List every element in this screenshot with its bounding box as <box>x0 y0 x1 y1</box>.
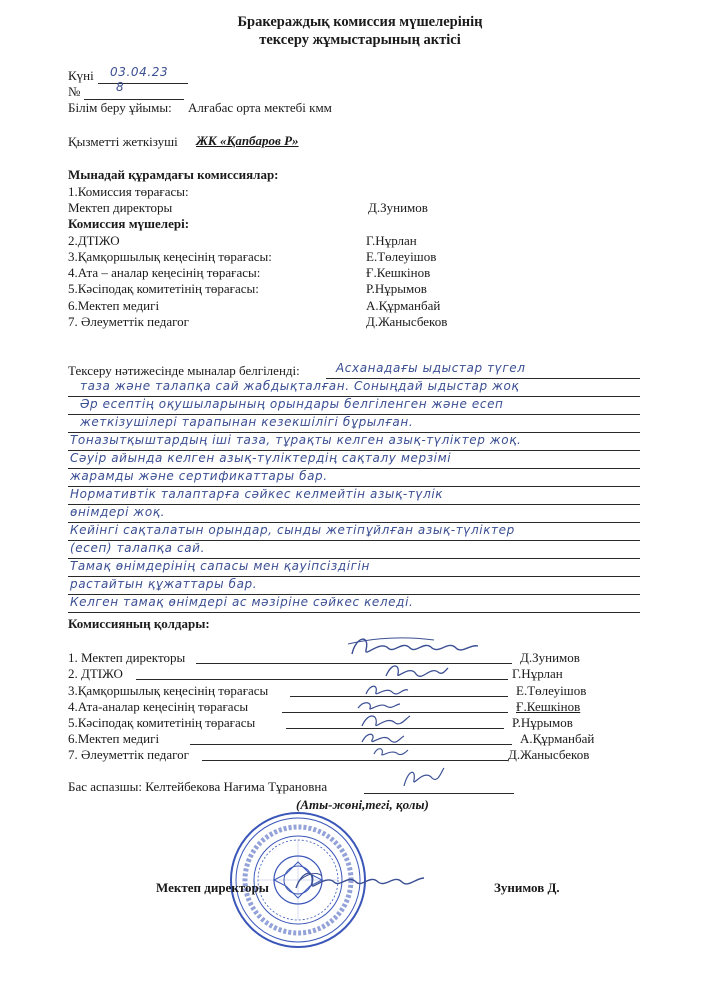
members-heading: Комиссия мүшелері: <box>68 216 190 231</box>
signature-name: Д.Зунимов <box>520 650 580 665</box>
signature-role: 3.Қамқоршылық кеңесінің төрағасы <box>68 683 269 698</box>
date-underline <box>98 83 188 84</box>
signature-role: 2. ДТІЖО <box>68 666 123 681</box>
member-name: Р.Нұрымов <box>366 281 427 296</box>
signature-name: Д.Жанысбеков <box>508 747 590 762</box>
signature-line <box>190 744 512 745</box>
result-text: жарамды және сертификаттары бар. <box>70 469 328 483</box>
result-text: растайтын құжаттары бар. <box>70 577 258 591</box>
signature-footer-director-scribble <box>288 866 428 896</box>
result-text: Нормативтік талаптарға сәйкес келмейтін азық-түлік <box>70 487 444 501</box>
signature-role: 6.Мектеп медигі <box>68 731 160 746</box>
result-text: өнімдері жоқ. <box>70 505 166 519</box>
supplier-value: ЖК «Қапбаров Р» <box>196 133 299 148</box>
signature-line <box>202 760 508 761</box>
footer-director-name: Зунимов Д. <box>494 880 560 895</box>
member-name: Е.Төлеуішов <box>366 249 437 264</box>
signature-chef-scribble <box>398 764 448 792</box>
footer-director-label: Мектеп директоры <box>156 880 269 895</box>
member-name: Ғ.Кешкінов <box>366 265 431 280</box>
result-text: Тоназытқыштардың іші таза, тұрақты келген азық-түліктер жоқ. <box>70 433 522 447</box>
member-name: Г.Нұрлан <box>366 233 417 248</box>
member-role: 5.Кәсіподақ комитетінің төрағасы: <box>68 281 259 296</box>
member-role: 2.ДТІЖО <box>68 233 120 248</box>
signature-line <box>196 663 512 664</box>
organization-value: Алғабас орта мектебі кмм <box>188 100 332 115</box>
chef-label: Бас аспазшы: Келтейбекова Нағима Тұрановна <box>68 779 328 794</box>
member-name: А.Құрманбай <box>366 298 441 313</box>
document-title-line1: Бракераждық комиссия мүшелерінің <box>237 14 483 30</box>
result-line <box>68 612 640 613</box>
member-role: 3.Қамқоршылық кеңесінің төрағасы: <box>68 249 272 264</box>
signatures-heading: Комиссияның қолдары: <box>68 616 210 631</box>
commission-heading: Мынадай құрамдағы комиссиялар: <box>68 167 279 182</box>
result-text: Әр есептің оқушыларының орындары белгіленген және есеп <box>80 397 504 411</box>
number-label: № <box>68 84 81 99</box>
signature-name: Р.Нұрымов <box>512 715 573 730</box>
chef-caption: (Аты-жөні,тегі, қолы) <box>296 797 429 812</box>
result-text: Асханадағы ыдыстар түгел <box>336 361 526 375</box>
signature-name: А.Құрманбай <box>520 731 595 746</box>
result-text: таза және талапқа сай жабдықталған. Соныңдай ыдыстар жоқ <box>80 379 520 393</box>
signature-role: 7. Әлеуметтік педагог <box>68 747 189 762</box>
result-text: Кейінгі сақталатын орындар, сынды жетіпұйлған азық-түліктер <box>70 523 515 537</box>
signature-name: Ғ.Кешкінов <box>516 699 581 714</box>
inspection-label: Тексеру нәтижесінде мыналар белгіленді: <box>68 363 300 378</box>
result-text: Тамақ өнімдерінің сапасы мен қауіпсіздігін <box>70 559 370 573</box>
signature-line <box>136 679 508 680</box>
director-role: Мектеп директоры <box>68 200 173 215</box>
signature-name: Г.Нұрлан <box>512 666 563 681</box>
signature-role: 1. Мектеп директоры <box>68 650 186 665</box>
commission-chair-label: 1.Комиссия төрағасы: <box>68 184 189 199</box>
director-name: Д.Зунимов <box>368 200 428 215</box>
signature-role: 4.Ата-аналар кеңесінің төрағасы <box>68 699 249 714</box>
chef-signature-line <box>364 793 514 794</box>
date-value: 03.04.23 <box>110 65 169 79</box>
result-text: жеткізушілері тарапынан кезекшілігі бұрылған. <box>80 415 414 429</box>
result-text: (есеп) талапқа сай. <box>70 541 205 555</box>
result-text: Сәуір айында келген азық-түліктердің сақталу мерзімі <box>70 451 452 465</box>
date-label: Күні <box>68 68 94 83</box>
document-title-line2: тексеру жұмыстарының актісі <box>259 32 461 48</box>
member-role: 7. Әлеуметтік педагог <box>68 314 189 329</box>
signature-pedagog-scribble <box>370 744 410 760</box>
signature-name: Е.Төлеуішов <box>516 683 587 698</box>
signature-dtizho-scribble <box>382 660 452 682</box>
member-name: Д.Жанысбеков <box>366 314 448 329</box>
signature-director-scribble <box>344 632 484 662</box>
signature-role: 5.Кәсіподақ комитетінің төрағасы <box>68 715 256 730</box>
member-role: 4.Ата – аналар кеңесінің төрағасы: <box>68 265 261 280</box>
supplier-label: Қызметті жеткізуші <box>68 134 178 149</box>
result-text: Келген тамақ өнімдері ас мәзіріне сәйкес келеді. <box>70 595 414 609</box>
number-value: 8 <box>116 80 125 94</box>
member-role: 6.Мектеп медигі <box>68 298 160 313</box>
organization-label: Білім беру ұйымы: <box>68 100 172 115</box>
